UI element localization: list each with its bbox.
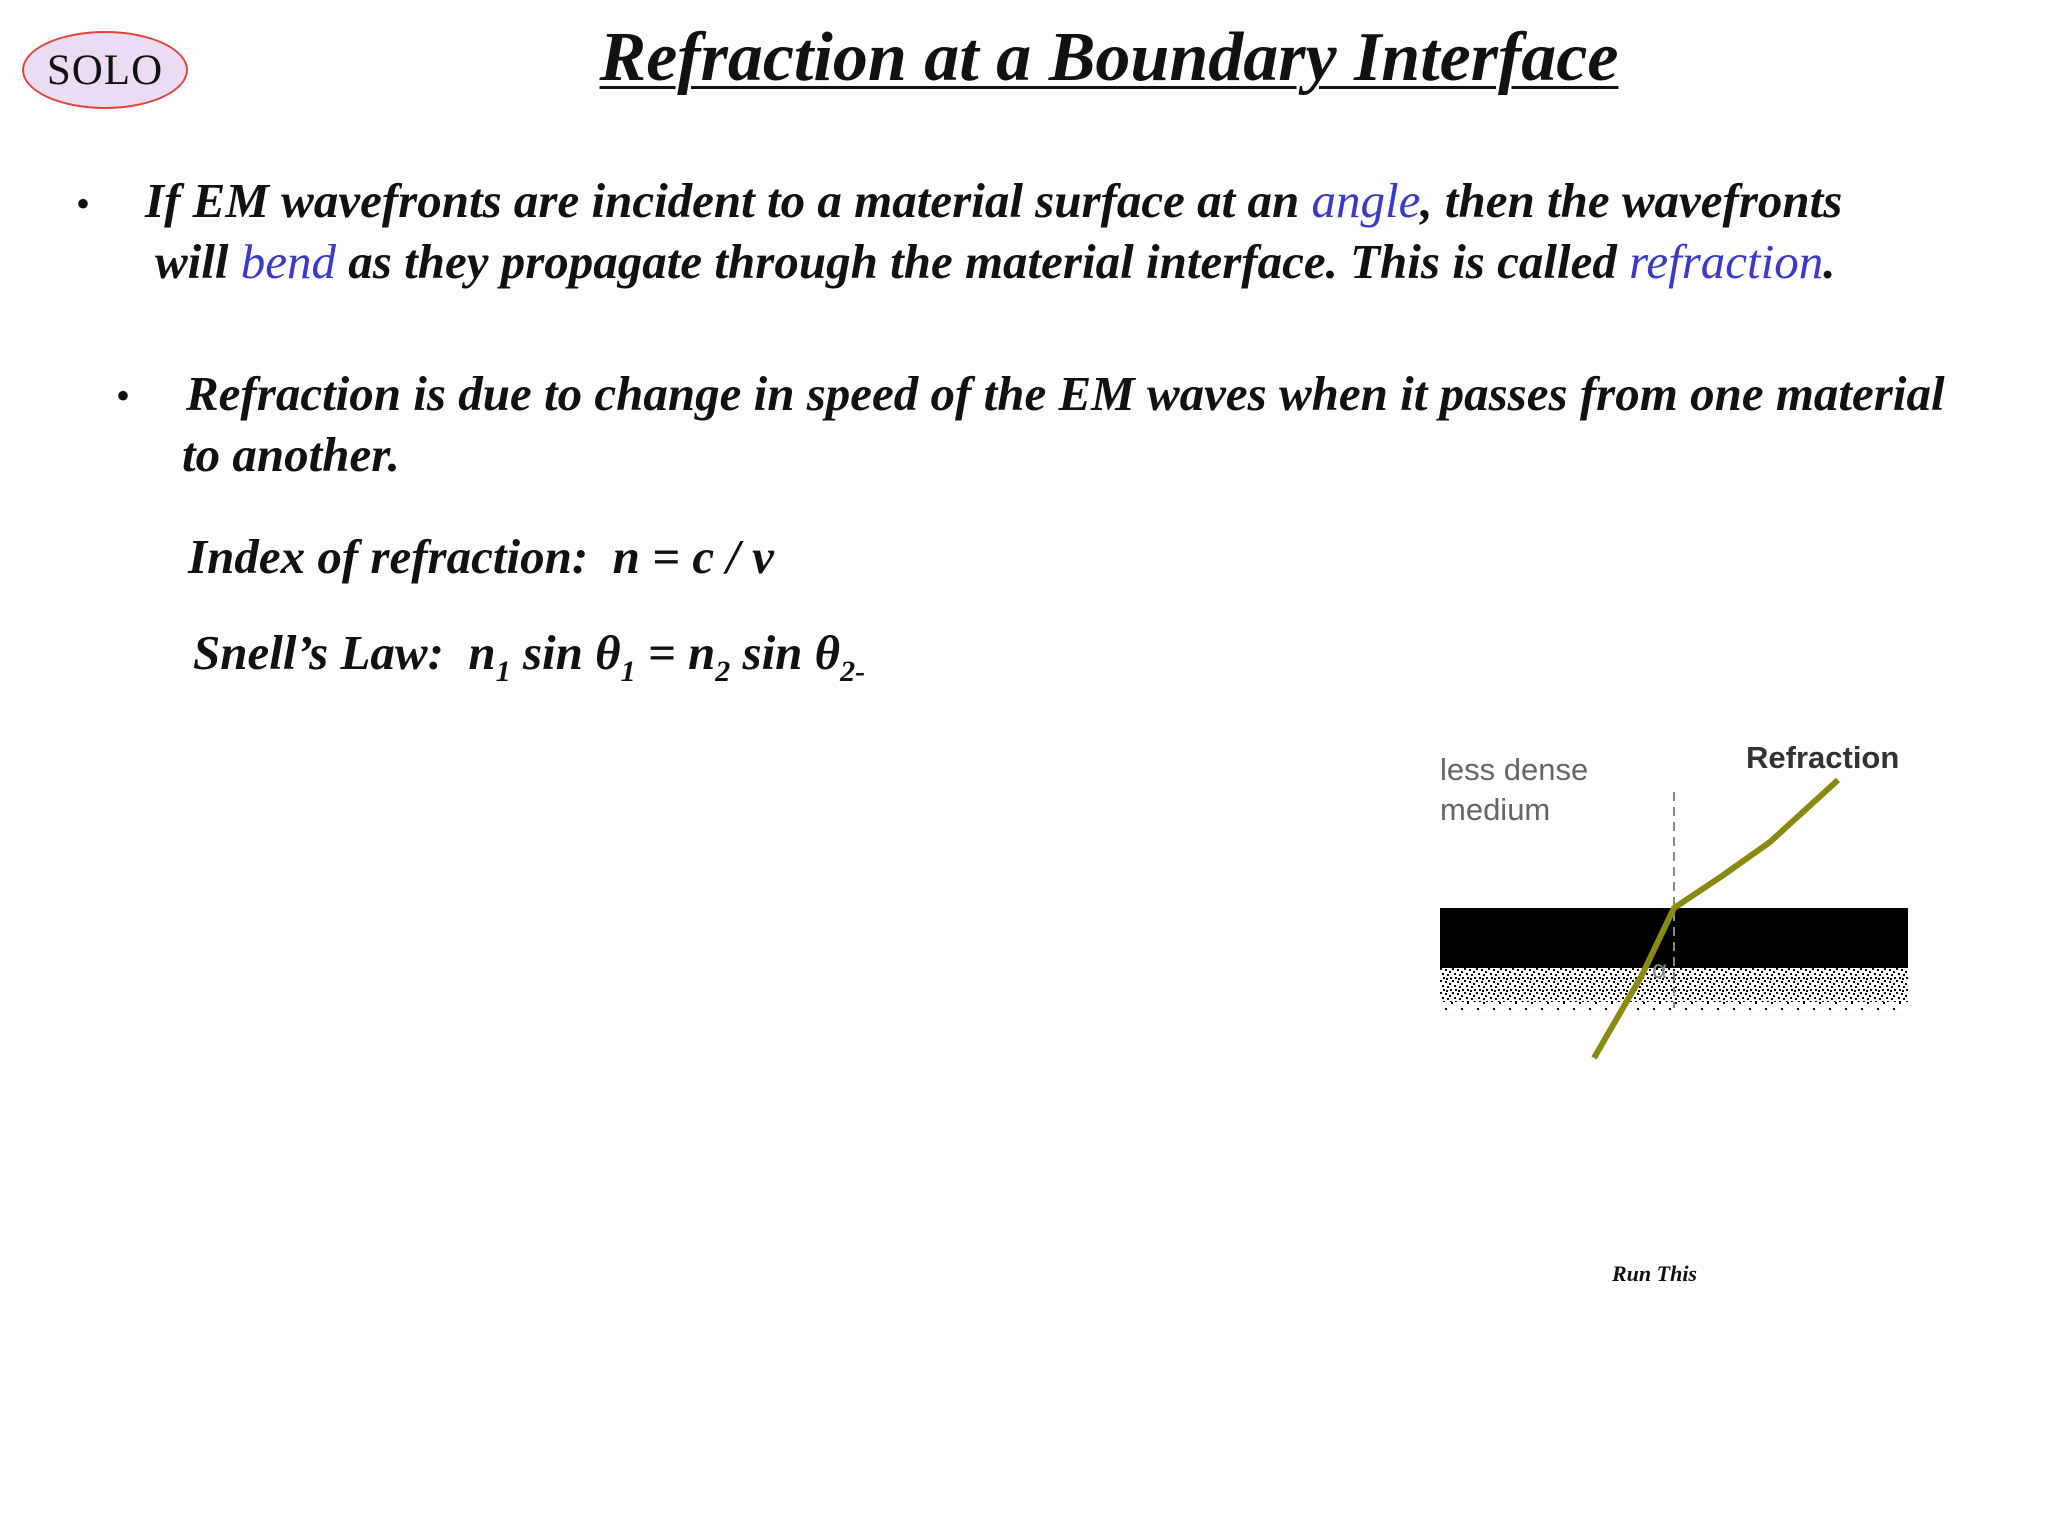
index-of-refraction xyxy=(188,528,774,585)
figure-medium-line-1: less dense xyxy=(1440,752,1589,787)
figure-medium-line-2: medium xyxy=(1440,792,1551,827)
solo-logo: SOLO xyxy=(22,31,188,109)
bullet-1 xyxy=(145,170,2045,292)
bullet-dot-2: • xyxy=(116,373,131,418)
run-this-link[interactable]: Run This xyxy=(1612,1261,1697,1286)
bullet-2-line-1: Refraction is due to change in speed of the EM waves when it passes from one material xyxy=(186,366,1945,421)
bullet-1-line-2: will bend as they propagate through the material interface. This is called refraction. xyxy=(155,234,1836,289)
bullet-2 xyxy=(182,363,2048,485)
highlight-bend: bend xyxy=(240,234,337,289)
refraction-figure xyxy=(1440,740,1940,1070)
bullet-dot-1: • xyxy=(76,181,91,226)
bullet-1-line-1: If EM wavefronts are incident to a material surface at an angle, then the wavefronts xyxy=(145,173,1843,228)
highlight-angle: angle xyxy=(1311,173,1421,228)
angle-symbol: α xyxy=(1652,954,1668,984)
highlight-refraction: refraction xyxy=(1629,234,1824,289)
snell-label: Snell’s Law: xyxy=(193,625,444,680)
index-formula: n = c / v xyxy=(612,529,774,584)
slide-title: Refraction at a Boundary Interface xyxy=(599,19,1619,96)
bullet-2-line-2: to another. xyxy=(182,427,400,482)
figure-heading: Refraction xyxy=(1746,740,1900,775)
snells-law: Snell’s Law: $n_1$ $\sin \theta_1 = n_2$ $\sin \theta_{2-}$ xyxy=(193,625,866,688)
index-label: Index of refraction: xyxy=(188,529,589,584)
